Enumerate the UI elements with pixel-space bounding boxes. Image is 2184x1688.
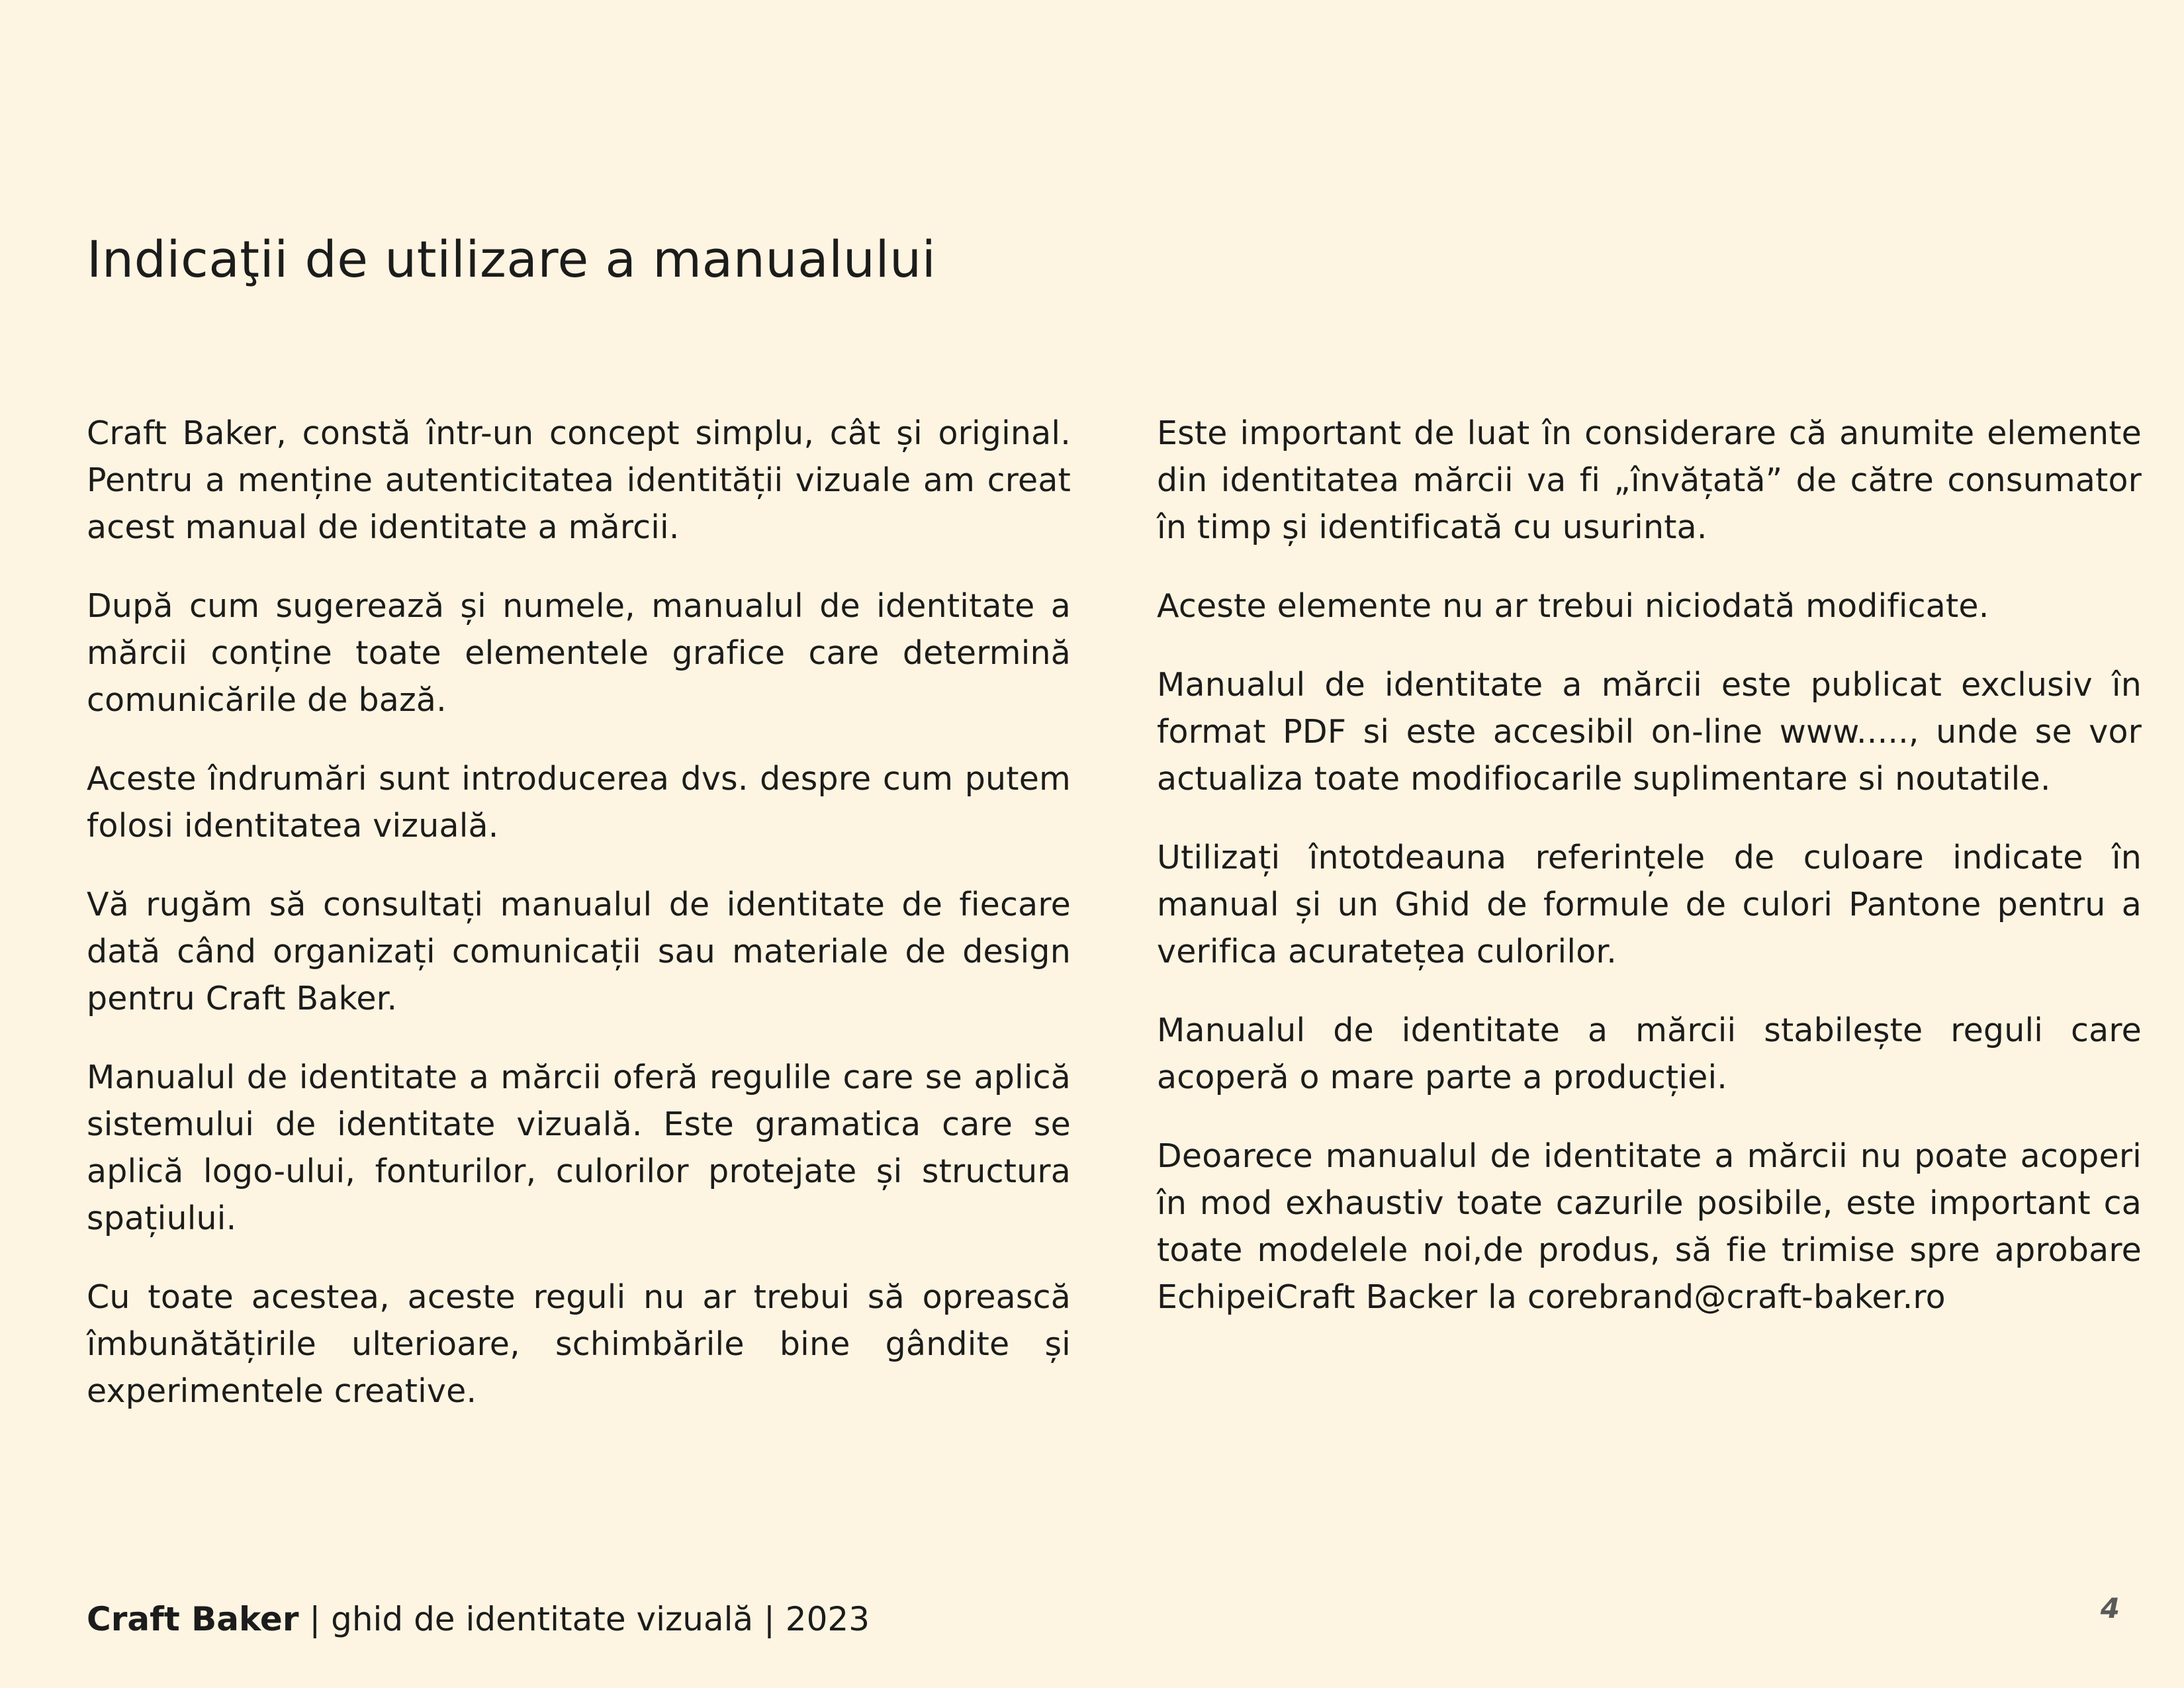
paragraph: Vă rugăm să consultați manualul de identitate de fiecare dată când organizați comunicații sau materiale de design pentru Craft Baker. — [87, 886, 1071, 1017]
paragraph: După cum sugerează și numele, manualul de identitate a mărcii conține toate elementele grafice care determină comunicările de bază. — [87, 587, 1071, 719]
paragraph: Manualul de identitate a mărcii este publicat exclusiv în format PDF si este accesibil on-line www....., unde se vor actualiza toate modifiocarile suplimentare si noutatile. — [1157, 666, 2142, 798]
left-text-column — [87, 410, 1071, 1446]
paragraph: Cu toate acestea, aceste reguli nu ar trebui să oprească îmbunătățirile ulterioare, schimbările bine gândite și experimentele creative. — [87, 1278, 1071, 1410]
footer-text: | ghid de identitate vizuală | 2023 — [298, 1600, 870, 1638]
paragraph: Aceste îndrumări sunt introducerea dvs. despre cum putem folosi identitatea vizuală. — [87, 760, 1071, 845]
paragraph: Deoarece manualul de identitate a mărcii nu poate acoperi în mod exhaustiv toate cazurile posibile, este important ca toate modelele noi,de produs, să fie trimise spre aprobare EchipeiCraft Backer la corebrand@craft-baker.ro — [1157, 1137, 2142, 1316]
page-title: Indicaţii de utilizare a manualului — [87, 230, 936, 289]
paragraph: Manualul de identitate a mărcii stabilește reguli care acoperă o mare parte a producției. — [1157, 1011, 2142, 1096]
paragraph: Craft Baker, constă într-un concept simplu, cât și original. Pentru a menține autenticitatea identității vizuale am creat acest manual de identitate a mărcii. — [87, 414, 1071, 546]
page-number: 4 — [2100, 1592, 2120, 1624]
paragraph: Este important de luat în considerare că anumite elemente din identitatea mărcii va fi „învățată” de către consumator în timp și identificată cu usurinta. — [1157, 414, 2142, 546]
footer-brand: Craft Baker — [87, 1600, 299, 1638]
paragraph: Utilizați întotdeauna referințele de culoare indicate în manual și un Ghid de formule de culori Pantone pentru a verifica acuratețea culorilor. — [1157, 839, 2142, 970]
paragraph: Manualul de identitate a mărcii oferă regulile care se aplică sistemului de identitate vizuală. Este gramatica care se aplică logo-ului, fonturilor, culorilor protejate și structura spațiului. — [87, 1058, 1071, 1237]
paragraph: Aceste elemente nu ar trebui niciodată modificate. — [1157, 587, 1989, 625]
footer — [87, 1599, 870, 1639]
right-text-column — [1157, 410, 2142, 1352]
